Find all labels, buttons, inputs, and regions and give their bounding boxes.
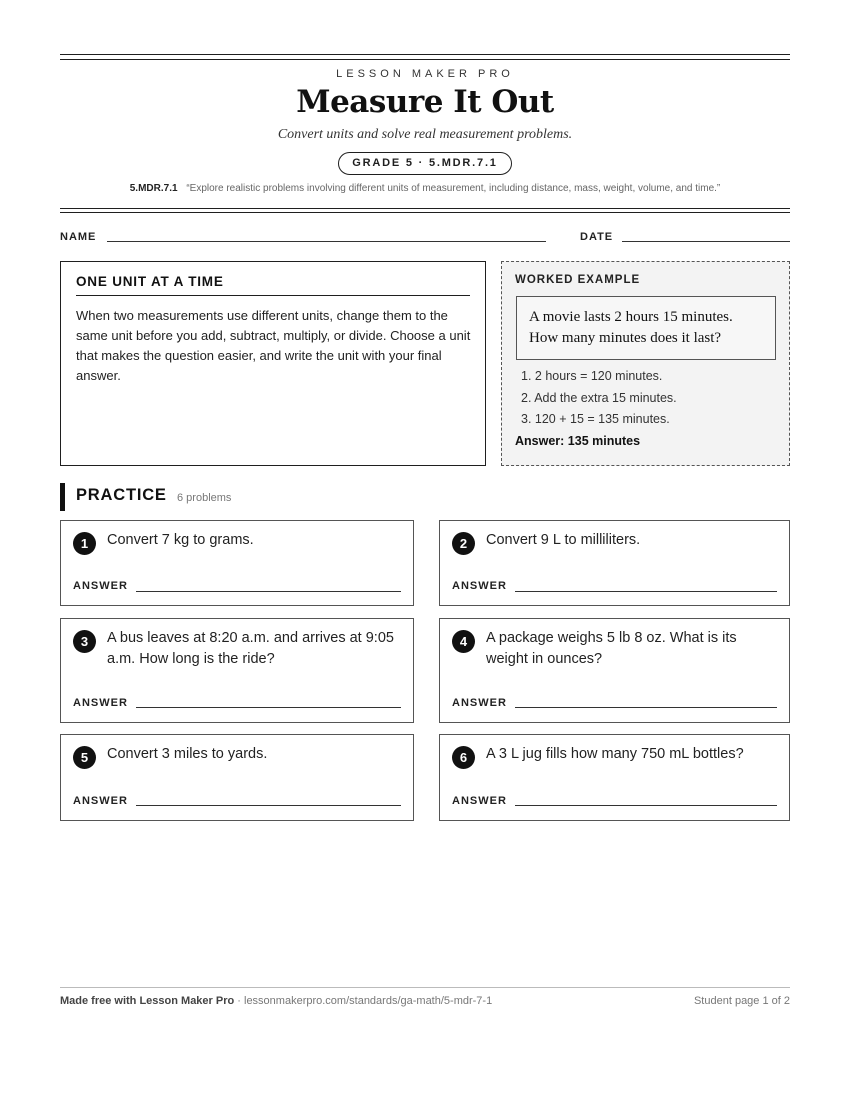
worked-example-step: 1. 2 hours = 120 minutes. <box>521 369 663 383</box>
answer-label: ANSWER <box>452 795 507 807</box>
answer-field[interactable] <box>515 707 777 708</box>
date-label: DATE <box>580 231 614 243</box>
footer-credit <box>60 995 492 1007</box>
problem-card-3 <box>60 618 414 723</box>
problem-number-badge: 2 <box>452 532 475 555</box>
answer-field[interactable] <box>515 591 777 592</box>
answer-label: ANSWER <box>73 795 128 807</box>
worked-example-title: WORKED EXAMPLE <box>515 274 641 286</box>
grade-badge: GRADE 5 · 5.MDR.7.1 <box>338 152 512 175</box>
practice-count: 6 problems <box>177 492 232 504</box>
worked-example-step: 2. Add the extra 15 minutes. <box>521 390 677 405</box>
answer-label: ANSWER <box>73 580 128 592</box>
answer-label: ANSWER <box>452 697 507 709</box>
name-field[interactable] <box>107 241 546 242</box>
problem-number-badge: 4 <box>452 630 475 653</box>
standard-text: “Explore realistic problems involving different units of measurement, including distance, mass, weight, volume, and time.” <box>186 183 721 194</box>
header-top-rule <box>60 54 790 60</box>
page-subtitle: Convert units and solve real measurement problems. <box>277 127 573 142</box>
problem-text: A 3 L jug fills how many 750 mL bottles? <box>486 746 744 762</box>
problem-card-4 <box>439 618 790 723</box>
answer-field[interactable] <box>136 591 401 592</box>
problem-card-6 <box>439 734 790 821</box>
practice-heading: PRACTICE <box>76 486 167 504</box>
problem-text: Convert 9 L to milliliters. <box>486 532 641 548</box>
concept-title: ONE UNIT AT A TIME <box>76 274 470 296</box>
standard-code: 5.MDR.7.1 <box>129 183 178 194</box>
problem-number-badge: 5 <box>73 746 96 769</box>
answer-label: ANSWER <box>452 580 507 592</box>
problem-text: Convert 3 miles to yards. <box>107 746 268 762</box>
answer-field[interactable] <box>136 707 401 708</box>
problem-card-2 <box>439 520 790 606</box>
date-field[interactable] <box>622 241 790 242</box>
problem-text: A package weighs 5 lb 8 oz. What is its weight in ounces? <box>486 630 737 667</box>
problem-text: A bus leaves at 8:20 a.m. and arrives at 9:05 a.m. How long is the ride? <box>107 630 394 667</box>
worked-example-steps <box>521 366 677 431</box>
worked-example-box <box>501 261 790 466</box>
problem-number-badge: 1 <box>73 532 96 555</box>
concept-box <box>60 261 486 466</box>
problem-card-1 <box>60 520 414 606</box>
brand-label: LESSON MAKER PRO <box>336 68 514 80</box>
page-title: Measure It Out <box>296 84 554 120</box>
header-bottom-rule <box>60 208 790 213</box>
answer-field[interactable] <box>515 805 777 806</box>
worked-example-step: 3. 120 + 15 = 135 minutes. <box>521 412 670 426</box>
standard-line <box>60 183 790 194</box>
practice-accent-bar <box>60 483 65 511</box>
concept-body: When two measurements use different units, change them to the same unit before you add, subtract, multiply, or divide. Choose a unit that makes the question easier, and write the unit with your final answer. <box>76 308 471 383</box>
worked-example-answer: Answer: 135 minutes <box>515 434 641 448</box>
answer-label: ANSWER <box>73 697 128 709</box>
worked-example-question: A movie lasts 2 hours 15 minutes. How many minutes does it last? <box>516 296 776 360</box>
footer-url[interactable]: · lessonmakerpro.com/standards/ga-math/5-mdr-7-1 <box>234 995 493 1007</box>
problem-card-5 <box>60 734 414 821</box>
problem-text: Convert 7 kg to grams. <box>107 532 254 548</box>
footer-made-with: Made free with Lesson Maker Pro <box>60 995 235 1007</box>
footer-rule <box>60 987 790 988</box>
problem-number-badge: 3 <box>73 630 96 653</box>
problem-number-badge: 6 <box>452 746 475 769</box>
footer-page-number: Student page 1 of 2 <box>693 995 790 1007</box>
name-label: NAME <box>60 231 97 243</box>
answer-field[interactable] <box>136 805 401 806</box>
